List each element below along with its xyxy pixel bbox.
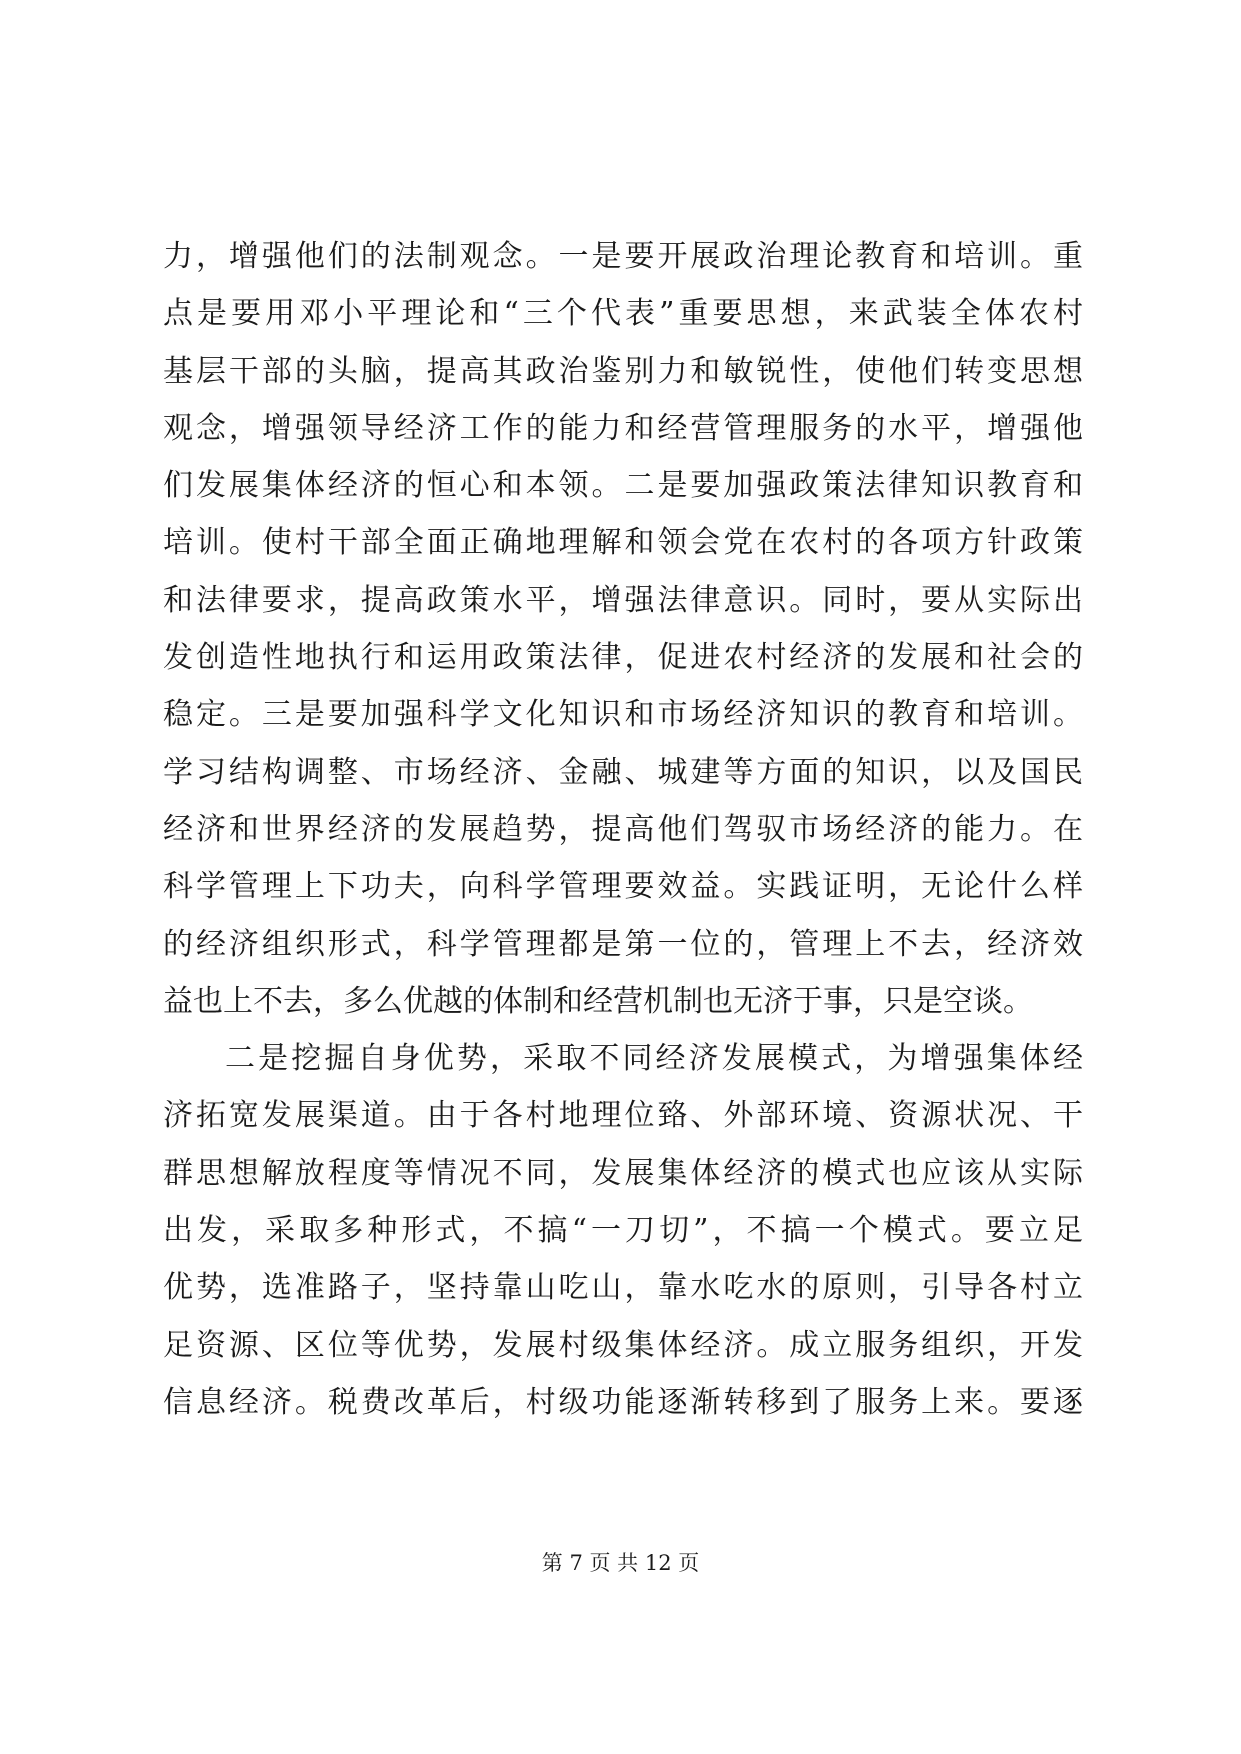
text-line: 优势，选准路子，坚持靠山吃山，靠水吃水的原则，引导各村立 bbox=[163, 1270, 1083, 1306]
text-line: 经济和世界经济的发展趋势，提高他们驾驭市场经济的能力。在 bbox=[163, 811, 1083, 847]
text-line: 的经济组织形式，科学管理都是第一位的，管理上不去，经济效 bbox=[163, 926, 1083, 962]
text-line: 科学管理上下功夫，向科学管理要效益。实践证明，无论什么样 bbox=[163, 869, 1083, 905]
text-line: 基层干部的头脑，提高其政治鉴别力和敏锐性，使他们转变思想 bbox=[163, 353, 1083, 389]
text-line: 发创造性地执行和运用政策法律，促进农村经济的发展和社会的 bbox=[163, 640, 1083, 676]
text-line: 们发展集体经济的恒心和本领。二是要加强政策法律知识教育和 bbox=[163, 468, 1083, 504]
text-line: 和法律要求，提高政策水平，增强法律意识。同时，要从实际出 bbox=[163, 582, 1083, 618]
text-line: 点是要用邓小平理论和“三个代表”重要思想，来武装全体农村 bbox=[163, 296, 1083, 332]
text-line: 足资源、区位等优势，发展村级集体经济。成立服务组织，开发 bbox=[163, 1327, 1083, 1363]
text-line: 群思想解放程度等情况不同，发展集体经济的模式也应该从实际 bbox=[163, 1155, 1083, 1191]
text-line: 出发，采取多种形式，不搞“一刀切”，不搞一个模式。要立足 bbox=[163, 1213, 1083, 1249]
text-line: 济拓宽发展渠道。由于各村地理位臵、外部环境、资源状况、干 bbox=[163, 1098, 1083, 1134]
text-line: 力，增强他们的法制观念。一是要开展政治理论教育和培训。重 bbox=[163, 239, 1083, 274]
text-line: 学习结构调整、市场经济、金融、城建等方面的知识，以及国民 bbox=[163, 754, 1083, 790]
text-line: 信息经济。税费改革后，村级功能逐渐转移到了服务上来。要逐 bbox=[163, 1384, 1083, 1420]
text-line: 观念，增强领导经济工作的能力和经营管理服务的水平，增强他 bbox=[163, 410, 1083, 446]
text-line: 培训。使村干部全面正确地理解和领会党在农村的各项方针政策 bbox=[163, 525, 1083, 561]
page-number-footer: 第 7 页 共 12 页 bbox=[541, 1551, 700, 1575]
text-line: 稳定。三是要加强科学文化知识和市场经济知识的教育和培训。 bbox=[163, 697, 1083, 733]
paragraph-start-line: 二是挖掘自身优势，采取不同经济发展模式，为增强集体经 bbox=[225, 1041, 1083, 1077]
document-body bbox=[163, 228, 1083, 1431]
text-line: 益也上不去，多么优越的体制和经营机制也无济于事，只是空谈。 bbox=[163, 983, 1033, 1019]
